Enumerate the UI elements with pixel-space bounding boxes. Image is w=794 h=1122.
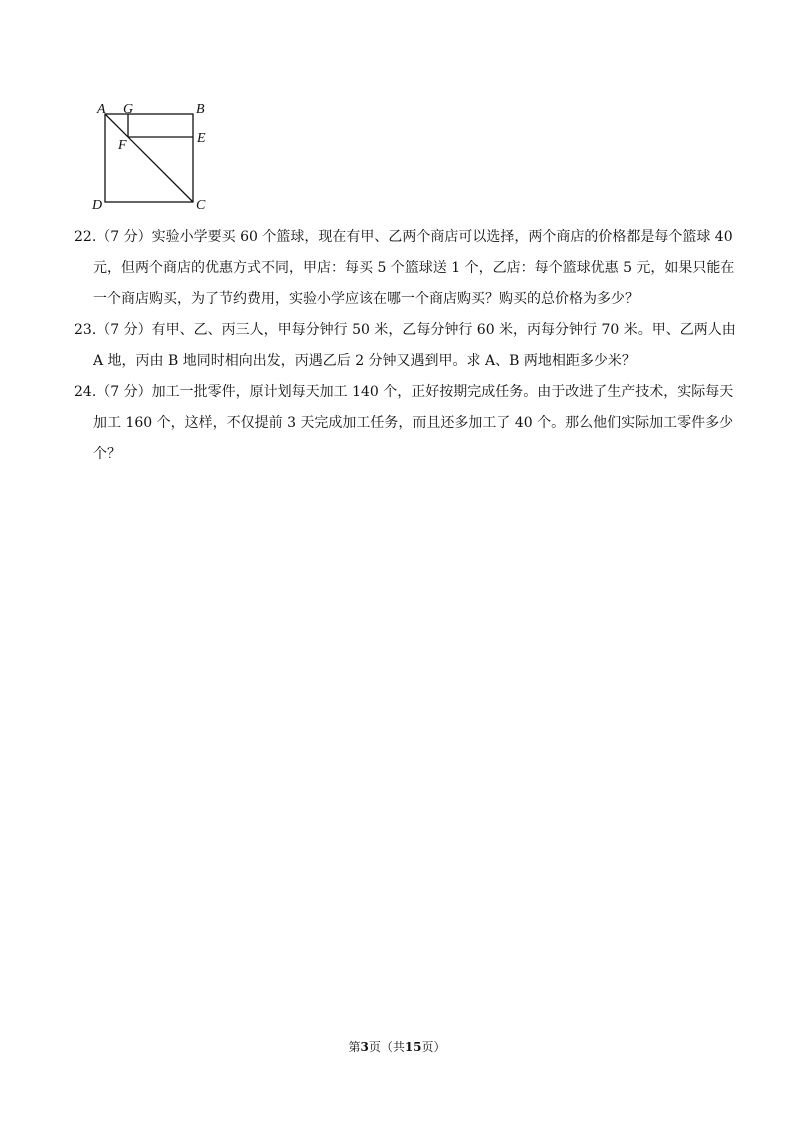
label-b: B <box>196 102 205 117</box>
question-22-line-3: 一个商店购买，为了节约费用，实验小学应该在哪一个商店购买？购买的总价格为多少？ <box>93 291 639 307</box>
label-d: D <box>92 198 103 213</box>
page-footer <box>0 1038 794 1055</box>
footer-middle: 页（共 <box>368 1040 405 1054</box>
question-24-line-2: 加工 160 个，这样，不仅提前 3 天完成加工任务，而且还多加工了 40 个。那么他们实际加工零件多少 <box>93 415 734 431</box>
question-24 <box>74 377 734 470</box>
footer-prefix: 第 <box>348 1040 361 1054</box>
question-23 <box>74 315 736 377</box>
diagonal-ac <box>105 114 193 202</box>
label-f: F <box>118 138 127 153</box>
footer-total-pages: 15 <box>404 1040 422 1054</box>
question-24-line-1: 24.（7 分）加工一批零件，原计划每天加工 140 个，正好按期完成任务。由于改进了生产技术，实际每天 <box>74 384 734 400</box>
question-22-line-1: 22.（7 分）实验小学要买 60 个篮球，现在有甲、乙两个商店可以选择，两个商店的价格都是每个篮球 40 <box>74 229 733 245</box>
label-e: E <box>197 131 206 146</box>
square-diagram <box>88 96 228 220</box>
geometry-figure <box>88 96 228 220</box>
question-24-line-3: 个？ <box>93 446 121 462</box>
question-22-line-2: 元，但两个商店的优惠方式不同，甲店：每买 5 个篮球送 1 个，乙店：每个篮球优惠 5 元，如果只能在 <box>93 260 735 276</box>
question-23-line-2: A 地，丙由 B 地同时相向出发，丙遇乙后 2 分钟又遇到甲。求 A、B 两地相距多少米？ <box>93 353 636 369</box>
question-23-line-1: 23.（7 分）有甲、乙、丙三人，甲每分钟行 50 米，乙每分钟行 60 米，丙每分钟行 70 米。甲、乙两人由 <box>74 322 736 338</box>
label-g: G <box>123 102 134 117</box>
label-c: C <box>196 198 206 213</box>
footer-suffix: 页） <box>421 1040 446 1054</box>
footer-page-number: 3 <box>360 1040 369 1054</box>
question-22 <box>74 222 735 315</box>
label-a: A <box>97 102 106 117</box>
